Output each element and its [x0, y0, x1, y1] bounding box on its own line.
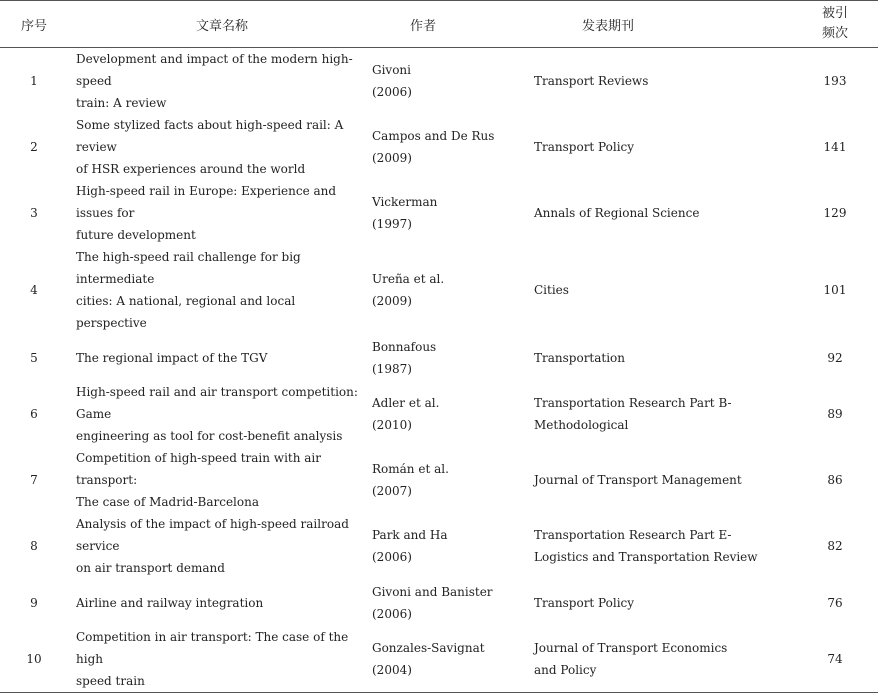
- row-title-line2: cities: A national, regional and local perspective: [76, 294, 296, 330]
- row-index: 5: [30, 350, 38, 365]
- row-index: 9: [30, 595, 38, 610]
- row-author: [368, 114, 530, 180]
- row-title-line1: Some stylized facts about high-speed rail: A review: [76, 118, 344, 154]
- row-journal-line1: Transport Policy: [534, 140, 635, 154]
- row-title: [68, 48, 368, 115]
- row-journal-line1: Transportation Research Part E-: [534, 528, 732, 542]
- row-index: 1: [30, 74, 38, 88]
- row-index: 2: [30, 140, 38, 154]
- row-author-line1: Park and Ha: [372, 528, 448, 542]
- header-citations-line2: 频次: [821, 26, 848, 41]
- row-index: 7: [30, 473, 38, 487]
- row-citations: 76: [827, 595, 843, 610]
- row-title-line1: High-speed rail and air transport competition: Game: [76, 385, 358, 421]
- row-journal: [530, 180, 792, 246]
- header-citations-line1: 被引: [821, 6, 848, 21]
- table-row: [0, 114, 878, 180]
- row-journal-line1: Journal of Transport Economics: [534, 641, 728, 655]
- row-journal: [530, 48, 792, 115]
- row-journal: [530, 246, 792, 334]
- row-title-line2: speed train: [76, 674, 145, 688]
- row-journal: [530, 579, 792, 626]
- row-author: [368, 579, 530, 626]
- row-index: 4: [30, 283, 38, 297]
- row-author-line2: (1987): [372, 361, 412, 376]
- row-author-line2: (2010): [372, 418, 412, 432]
- row-title: [68, 180, 368, 246]
- row-title-line1: The regional impact of the TGV: [76, 350, 268, 365]
- row-author-line2: (2009): [372, 151, 412, 165]
- table-row: [0, 513, 878, 579]
- row-citations: 129: [823, 206, 847, 220]
- row-title-line2: engineering as tool for cost-benefit analysis: [76, 429, 343, 443]
- row-journal-line1: Transportation: [534, 350, 626, 365]
- row-author: [368, 246, 530, 334]
- row-author: [368, 626, 530, 693]
- row-title: [68, 246, 368, 334]
- row-author: [368, 334, 530, 381]
- row-title: [68, 579, 368, 626]
- row-author-line1: Ureña et al.: [372, 272, 445, 286]
- row-title-line2: The case of Madrid-Barcelona: [76, 495, 259, 509]
- row-citations: 101: [823, 283, 847, 297]
- row-title-line2: on air transport demand: [76, 561, 225, 575]
- row-author-line1: Adler et al.: [372, 396, 440, 410]
- row-index: 8: [30, 539, 38, 553]
- row-citations: 86: [827, 473, 843, 487]
- table-row: [0, 48, 878, 115]
- row-author-line2: (2006): [372, 550, 412, 564]
- row-journal-line1: Annals of Regional Science: [534, 206, 700, 220]
- row-author-line2: (2009): [372, 294, 412, 308]
- row-journal-line1: Journal of Transport Management: [534, 473, 742, 487]
- row-author-line2: (2006): [372, 85, 412, 99]
- table-row: [0, 447, 878, 513]
- row-citations: 89: [827, 407, 843, 421]
- row-author-line2: (2004): [372, 663, 412, 677]
- row-author-line1: Gonzales-Savignat: [372, 641, 485, 655]
- row-author-line1: Givoni: [372, 63, 411, 77]
- row-journal-line1: Transport Policy: [534, 595, 635, 610]
- row-author: [368, 381, 530, 447]
- row-title-line2: of HSR experiences around the world: [76, 162, 306, 176]
- row-index: 10: [26, 652, 42, 666]
- row-author: [368, 180, 530, 246]
- table-row: [0, 334, 878, 381]
- row-index: 3: [30, 206, 38, 220]
- row-title-line1: The high-speed rail challenge for big intermediate: [76, 250, 301, 286]
- row-title-line1: Competition of high-speed train with air transport:: [76, 451, 322, 487]
- row-title-line1: Competition in air transport: The case of the high: [76, 630, 349, 666]
- row-title-line1: Analysis of the impact of high-speed railroad service: [76, 517, 349, 553]
- row-citations: 141: [823, 140, 847, 154]
- row-title-line1: Development and impact of the modern high-speed: [76, 52, 353, 88]
- row-index: 6: [30, 407, 38, 421]
- row-journal-line1: Transport Reviews: [534, 74, 649, 88]
- header-citations: [792, 1, 878, 48]
- header-title: 文章名称: [195, 18, 248, 34]
- row-author-line2: (2007): [372, 484, 412, 498]
- header-index: 序号: [20, 18, 47, 34]
- row-citations: 193: [823, 74, 847, 88]
- row-citations: 92: [827, 350, 843, 365]
- row-title-line2: future development: [76, 228, 196, 242]
- row-author-line2: (1997): [372, 217, 412, 231]
- table-row: [0, 381, 878, 447]
- row-journal: [530, 447, 792, 513]
- row-journal-line1: Transportation Research Part B-: [534, 396, 732, 410]
- row-author: [368, 48, 530, 115]
- table-row: [0, 180, 878, 246]
- row-journal-line2: Logistics and Transportation Review: [534, 550, 758, 564]
- table-body: [0, 48, 878, 693]
- row-author: [368, 447, 530, 513]
- row-journal: [530, 114, 792, 180]
- row-title: [68, 334, 368, 381]
- table-row: [0, 246, 878, 334]
- header-row: [0, 1, 878, 48]
- row-author-line1: Román et al.: [372, 462, 449, 476]
- row-journal: [530, 334, 792, 381]
- row-author-line1: Campos and De Rus: [372, 129, 495, 143]
- row-title-line1: High-speed rail in Europe: Experience and issues for: [76, 184, 337, 220]
- row-title: [68, 513, 368, 579]
- row-title: [68, 381, 368, 447]
- row-author-line1: Vickerman: [372, 195, 438, 209]
- row-journal: [530, 626, 792, 693]
- row-title: [68, 447, 368, 513]
- row-author-line1: Givoni and Banister: [372, 584, 493, 599]
- row-author-line2: (2006): [372, 606, 412, 621]
- row-journal-line1: Cities: [534, 283, 569, 297]
- row-journal: [530, 381, 792, 447]
- row-citations: 82: [827, 539, 843, 553]
- row-title: [68, 626, 368, 693]
- row-title-line2: train: A review: [76, 96, 167, 110]
- row-journal-line2: Methodological: [534, 418, 629, 432]
- row-title-line1: Airline and railway integration: [76, 595, 264, 610]
- table-row: [0, 626, 878, 693]
- table-row: [0, 579, 878, 626]
- row-journal-line2: and Policy: [534, 663, 597, 677]
- row-title: [68, 114, 368, 180]
- row-journal: [530, 513, 792, 579]
- header-journal: 发表期刊: [582, 18, 635, 34]
- row-citations: 74: [827, 652, 843, 666]
- row-author: [368, 513, 530, 579]
- header-author: 作者: [410, 18, 437, 34]
- row-author-line1: Bonnafous: [372, 339, 437, 354]
